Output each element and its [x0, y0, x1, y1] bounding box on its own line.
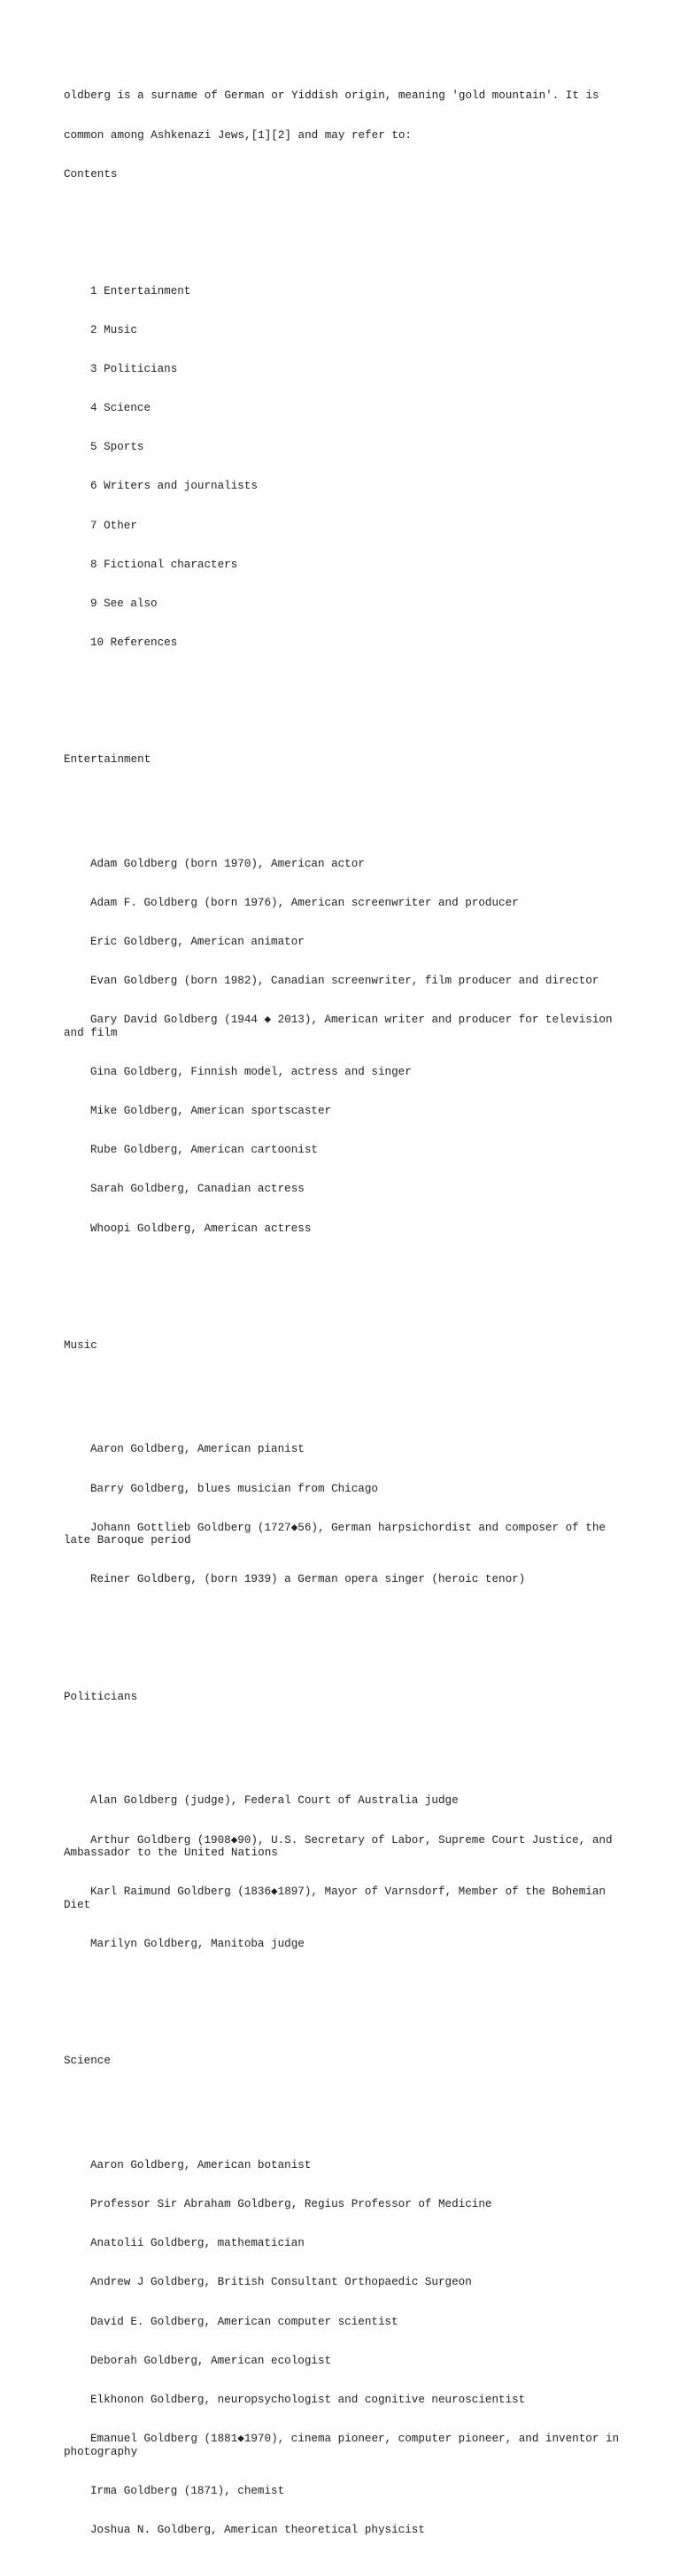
spacer: [64, 1287, 630, 1300]
contents-list: [64, 259, 630, 676]
list-item: Anatolii Goldberg, mathematician: [90, 2237, 305, 2250]
spacer: [64, 207, 630, 220]
spacer: [64, 792, 630, 806]
spacer: [64, 2003, 630, 2017]
list-item: Reiner Goldberg, (born 1939) a German opera singer (heroic tenor): [90, 1573, 526, 1586]
list-item: Rube Goldberg, American cartoonist: [90, 1144, 318, 1157]
contents-heading: Contents: [64, 167, 118, 181]
list-item: Evan Goldberg (born 1982), Canadian screenwriter, film producer and director: [90, 975, 599, 988]
list-item: Irma Goldberg (1871), chemist: [90, 2484, 285, 2497]
contents-item[interactable]: 4 Science: [90, 402, 151, 415]
list-item: Adam Goldberg (born 1970), American actor: [90, 857, 365, 870]
intro-line-1: oldberg is a surname of German or Yiddish origin, meaning 'gold mountain'. It is: [64, 89, 599, 103]
list-item: Marilyn Goldberg, Manitoba judge: [90, 1938, 305, 1951]
contents-item[interactable]: 7 Other: [90, 519, 137, 532]
contents-item[interactable]: 5 Sports: [90, 441, 144, 454]
politicians-list: [64, 1769, 630, 1977]
list-item: Elkhonon Goldberg, neuropsychologist and cognitive neuroscientist: [90, 2393, 526, 2406]
spacer: [64, 1730, 630, 1743]
list-item: Gary David Goldberg (1944 ◆ 2013), American writer and producer for television and film: [64, 1014, 620, 1039]
contents-item[interactable]: 8 Fictional characters: [90, 558, 238, 571]
music-list: [64, 1417, 630, 1613]
spacer: [64, 1639, 630, 1652]
spacer: [64, 2094, 630, 2108]
section-heading-music: Music: [64, 1338, 97, 1352]
list-item: Joshua N. Goldberg, American theoretical physicist: [90, 2523, 425, 2536]
contents-item[interactable]: 10 References: [90, 636, 178, 649]
list-item: Eric Goldberg, American animator: [90, 936, 305, 949]
list-item: David E. Goldberg, American computer scientist: [90, 2315, 398, 2328]
document-page: [64, 64, 630, 2576]
contents-item[interactable]: 3 Politicians: [90, 363, 178, 376]
list-item: Aaron Goldberg, American pianist: [90, 1443, 305, 1456]
list-item: Professor Sir Abraham Goldberg, Regius Professor of Medicine: [90, 2198, 492, 2211]
list-item: Arthur Goldberg (1908◆90), U.S. Secretary of Labor, Supreme Court Justice, and Ambassador to the United Nations: [64, 1833, 620, 1860]
science-list: [64, 2133, 630, 2563]
list-item: Mike Goldberg, American sportscaster: [90, 1105, 332, 1118]
list-item: Barry Goldberg, blues musician from Chicago: [90, 1482, 378, 1495]
list-item: Emanuel Goldberg (1881◆1970), cinema pioneer, computer pioneer, and inventor in photography: [64, 2432, 626, 2458]
list-item: Sarah Goldberg, Canadian actress: [90, 1183, 305, 1196]
section-heading-science: Science: [64, 2055, 111, 2068]
contents-item[interactable]: 9 See also: [90, 597, 158, 610]
list-item: Andrew J Goldberg, British Consultant Orthopaedic Surgeon: [90, 2276, 472, 2289]
contents-item[interactable]: 1 Entertainment: [90, 284, 191, 297]
list-item: Alan Goldberg (judge), Federal Court of Australia judge: [90, 1794, 459, 1808]
contents-item[interactable]: 2 Music: [90, 324, 137, 337]
list-item: Gina Goldberg, Finnish model, actress and singer: [90, 1066, 412, 1079]
spacer: [64, 701, 630, 714]
spacer: [64, 1378, 630, 1392]
list-item: Deborah Goldberg, American ecologist: [90, 2354, 332, 2367]
list-item: Whoopi Goldberg, American actress: [90, 1222, 312, 1235]
list-item: Adam F. Goldberg (born 1976), American screenwriter and producer: [90, 896, 519, 909]
entertainment-list: [64, 831, 630, 1261]
section-heading-politicians: Politicians: [64, 1690, 138, 1703]
intro-line-2: common among Ashkenazi Jews,[1][2] and may refer to:: [64, 128, 412, 142]
contents-item[interactable]: 6 Writers and journalists: [90, 480, 258, 493]
section-heading-entertainment: Entertainment: [64, 753, 151, 767]
list-item: Aaron Goldberg, American botanist: [90, 2159, 312, 2172]
list-item: Johann Gottlieb Goldberg (1727◆56), German harpsichordist and composer of the late Baroque period: [64, 1521, 613, 1547]
list-item: Karl Raimund Goldberg (1836◆1897), Mayor of Varnsdorf, Member of the Bohemian Diet: [64, 1886, 613, 1912]
